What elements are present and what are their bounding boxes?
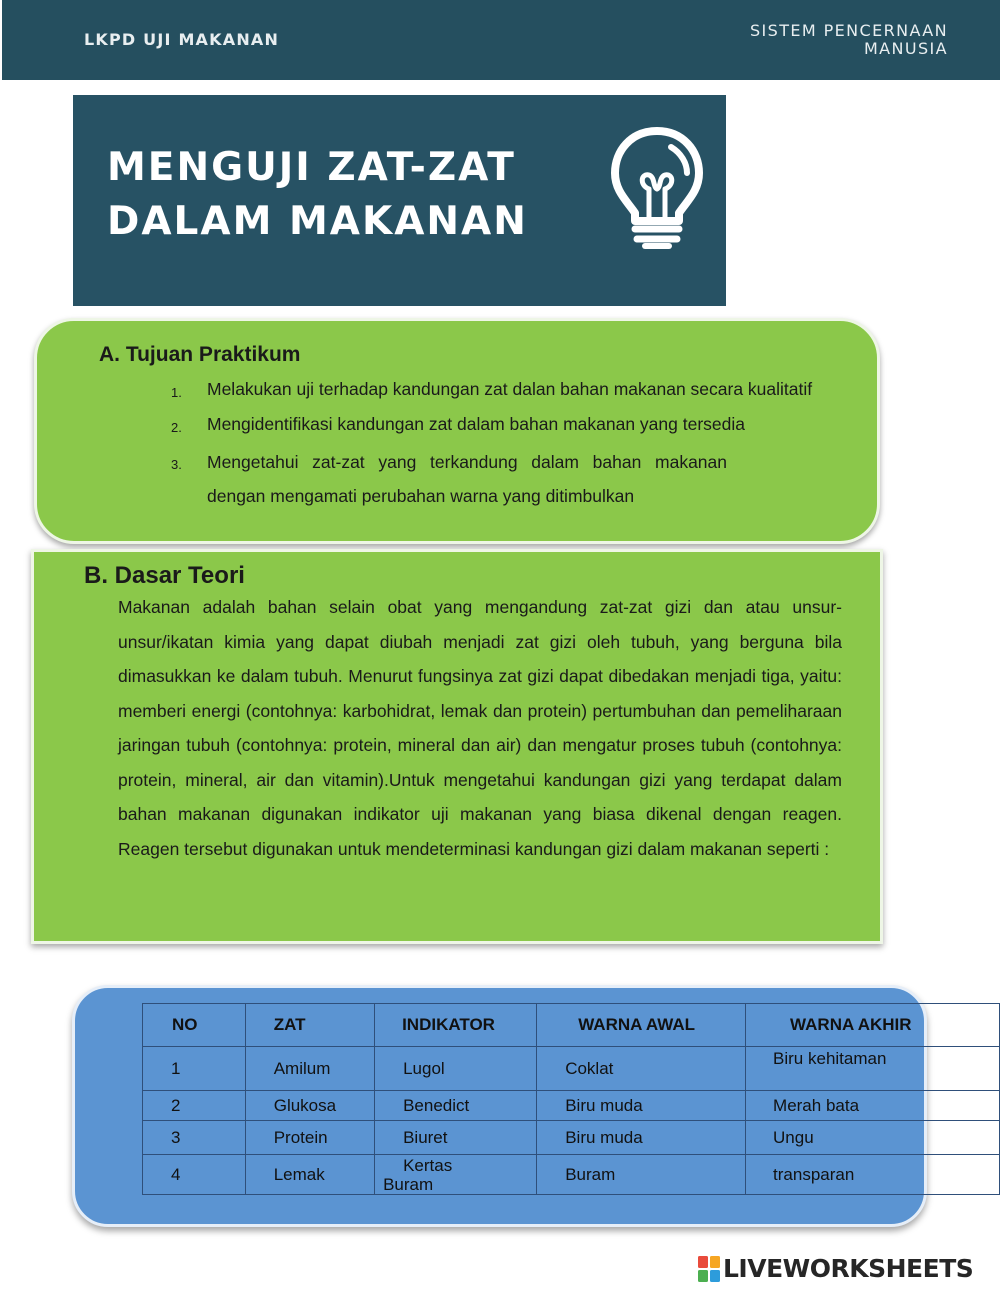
- liveworksheets-logo-icon: [698, 1256, 720, 1282]
- topic-label-line1: SISTEM PENCERNAAN: [749, 21, 948, 40]
- cell-warna-akhir: Ungu: [746, 1121, 1000, 1155]
- cell-warna-awal: Biru muda: [537, 1121, 746, 1155]
- indikator-line1: Kertas: [403, 1155, 453, 1175]
- list-number: 2.: [171, 420, 182, 435]
- cell-warna-akhir: transparan: [746, 1155, 1000, 1195]
- topic-label-line2: MANUSIA: [863, 39, 948, 58]
- topic-label: [750, 22, 948, 58]
- table-row: [143, 1091, 1000, 1121]
- cell-warna-awal: Biru muda: [537, 1091, 746, 1121]
- logo-tile: [698, 1256, 708, 1268]
- logo-tile: [698, 1270, 708, 1282]
- cell-zat: Glukosa: [245, 1091, 374, 1121]
- cell-warna-akhir: Biru kehitaman: [746, 1047, 1000, 1091]
- banner-title-line2: DALAM MAKANAN: [107, 199, 528, 244]
- cell-no: 1: [143, 1047, 246, 1091]
- list-text: Mengidentifikasi kandungan zat dalam bahan makanan yang tersedia: [207, 414, 745, 434]
- logo-tile: [710, 1270, 720, 1282]
- lightbulb-icon: [609, 125, 705, 255]
- list-item: [167, 445, 857, 513]
- table-row: [143, 1155, 1000, 1195]
- objectives-list: [167, 379, 857, 513]
- cell-no: 3: [143, 1121, 246, 1155]
- header-indikator: INDIKATOR: [375, 1004, 537, 1047]
- theory-panel: [31, 549, 883, 944]
- table-header-row: [143, 1004, 1000, 1047]
- title-banner: [73, 95, 726, 306]
- cell-warna-awal: Coklat: [537, 1047, 746, 1091]
- cell-indikator: Biuret: [375, 1121, 537, 1155]
- cell-no: 2: [143, 1091, 246, 1121]
- indikator-line2: Buram: [383, 1174, 434, 1194]
- header-warna-akhir: WARNA AKHIR: [746, 1004, 1000, 1047]
- header-no: NO: [143, 1004, 246, 1047]
- header-zat: ZAT: [245, 1004, 374, 1047]
- cell-zat: Lemak: [245, 1155, 374, 1195]
- list-item: [167, 414, 857, 435]
- banner-title-line1: MENGUJI ZAT-ZAT: [107, 145, 516, 190]
- cell-warna-akhir: Merah bata: [746, 1091, 1000, 1121]
- worksheet-label: LKPD UJI MAKANAN: [84, 30, 280, 49]
- list-text-line2: dengan mengamati perubahan warna yang ditimbulkan: [207, 486, 635, 506]
- reagent-table: [142, 1003, 1000, 1195]
- header-warna-awal: WARNA AWAL: [537, 1004, 746, 1047]
- cell-indikator: Lugol: [375, 1047, 537, 1091]
- logo-tile: [710, 1256, 720, 1268]
- cell-warna-awal: Buram: [537, 1155, 746, 1195]
- cell-no: 4: [143, 1155, 246, 1195]
- top-header-bar: [2, 0, 1000, 80]
- objectives-panel: [34, 318, 880, 544]
- cell-indikator: Benedict: [375, 1091, 537, 1121]
- table-row: [143, 1121, 1000, 1155]
- table-row: [143, 1047, 1000, 1091]
- liveworksheets-brand: [698, 1254, 973, 1283]
- cell-zat: Protein: [245, 1121, 374, 1155]
- cell-indikator: [375, 1155, 537, 1195]
- objectives-heading: A. Tujuan Praktikum: [99, 343, 301, 366]
- list-text: Melakukan uji terhadap kandungan zat dalan bahan makanan secara kualitatif: [207, 379, 813, 399]
- list-item: [167, 379, 857, 400]
- list-number: 1.: [171, 385, 182, 400]
- theory-heading: B. Dasar Teori: [84, 562, 245, 589]
- list-number: 3.: [171, 457, 182, 472]
- cell-zat: Amilum: [245, 1047, 374, 1091]
- liveworksheets-wordmark: LIVEWORKSHEETS: [723, 1254, 974, 1283]
- list-text-line1: Mengetahui zat-zat yang terkandung dalam bahan makanan: [207, 452, 727, 472]
- theory-paragraph: Makanan adalah bahan selain obat yang mengandung zat-zat gizi dan atau unsur-unsur/ikatan kimia yang dapat diubah menjadi zat gizi oleh tubuh, yang berguna bila dimasukkan ke dalam tubuh. Menurut fungsinya zat gizi dapat dibedakan menjadi tiga, yaitu: memberi energi (contohnya: karbohidrat, lemak dan protein) pertumbuhan dan pemeliharaan jaringan tubuh (contohnya: protein, mineral dan air) dan mengatur proses tubuh (contohnya: protein, mineral, air dan vitamin).Untuk mengetahui kandungan gizi yang terdapat dalam bahan makanan digunakan indikator uji makanan yang biasa dikenal dengan reagen. Reagen tersebut digunakan untuk mendeterminasi kandungan gizi dalam makanan seperti :: [118, 597, 842, 859]
